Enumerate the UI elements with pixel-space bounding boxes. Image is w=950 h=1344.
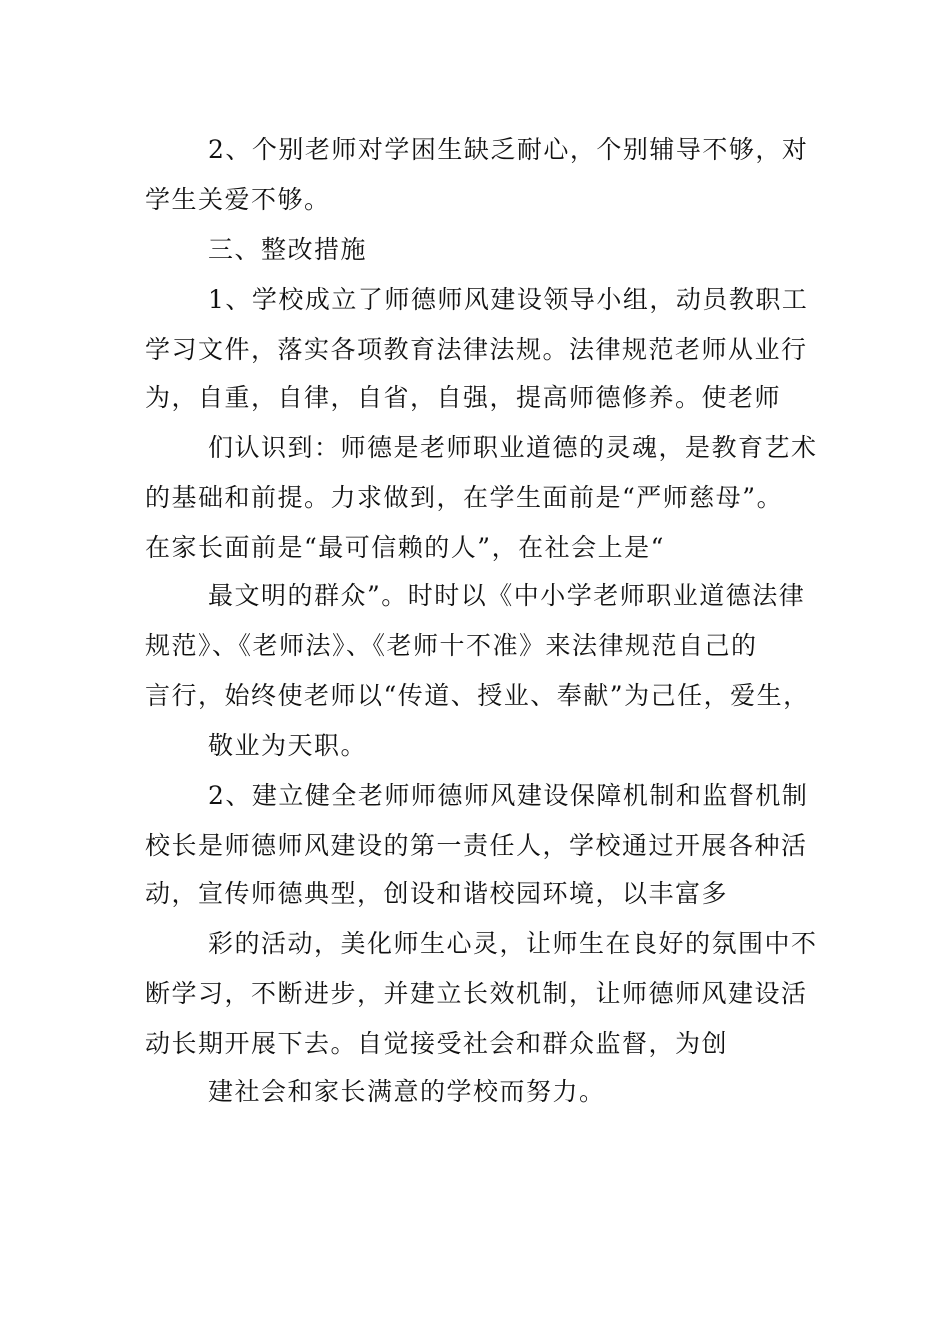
text-line: 学生关爱不够。 xyxy=(145,185,331,214)
text-line: 动长期开展下去。自觉接受社会和群众监督，为创 xyxy=(145,1029,729,1058)
text-line: 断学习，不断进步，并建立长效机制，让师德师风建设活 xyxy=(145,979,808,1008)
text-line: 建社会和家长满意的学校而努力。 xyxy=(208,1077,606,1106)
text-line: 学习文件，落实各项教育法律法规。法律规范老师从业行 xyxy=(145,335,808,364)
text-line: 的基础和前提。力求做到，在学生面前是“严师慈母”。 xyxy=(145,483,784,512)
text-line: 2、个别老师对学困生缺乏耐心，个别辅导不够，对 xyxy=(208,135,809,164)
text-line: 动，宣传师德典型，创设和谐校园环境，以丰富多 xyxy=(145,879,729,908)
section-heading: 三、整改措施 xyxy=(208,235,368,264)
text-line: 最文明的群众”。时时以《中小学老师职业道德法律 xyxy=(208,581,806,610)
text-line: 为，自重，自律，自省，自强，提高师德修养。使老师 xyxy=(145,383,782,412)
text-line: 敬业为天职。 xyxy=(208,731,368,760)
text-line: 规范》、《老师法》、《老师十不准》来法律规范自己的 xyxy=(145,631,758,660)
text-line: 校长是师德师风建设的第一责任人，学校通过开展各种活 xyxy=(145,831,808,860)
text-line: 彩的活动，美化师生心灵，让师生在良好的氛围中不 xyxy=(208,929,818,958)
text-line: 2、建立健全老师师德师风建设保障机制和监督机制 xyxy=(208,781,809,810)
text-line: 在家长面前是“最可信赖的人”，在社会上是“ xyxy=(145,533,665,562)
text-line: 言行，始终使老师以“传道、授业、奉献”为己任，爱生， xyxy=(145,681,810,710)
text-line: 们认识到：师德是老师职业道德的灵魂，是教育艺术 xyxy=(208,433,818,462)
text-line: 1、学校成立了师德师风建设领导小组，动员教职工 xyxy=(208,285,809,314)
